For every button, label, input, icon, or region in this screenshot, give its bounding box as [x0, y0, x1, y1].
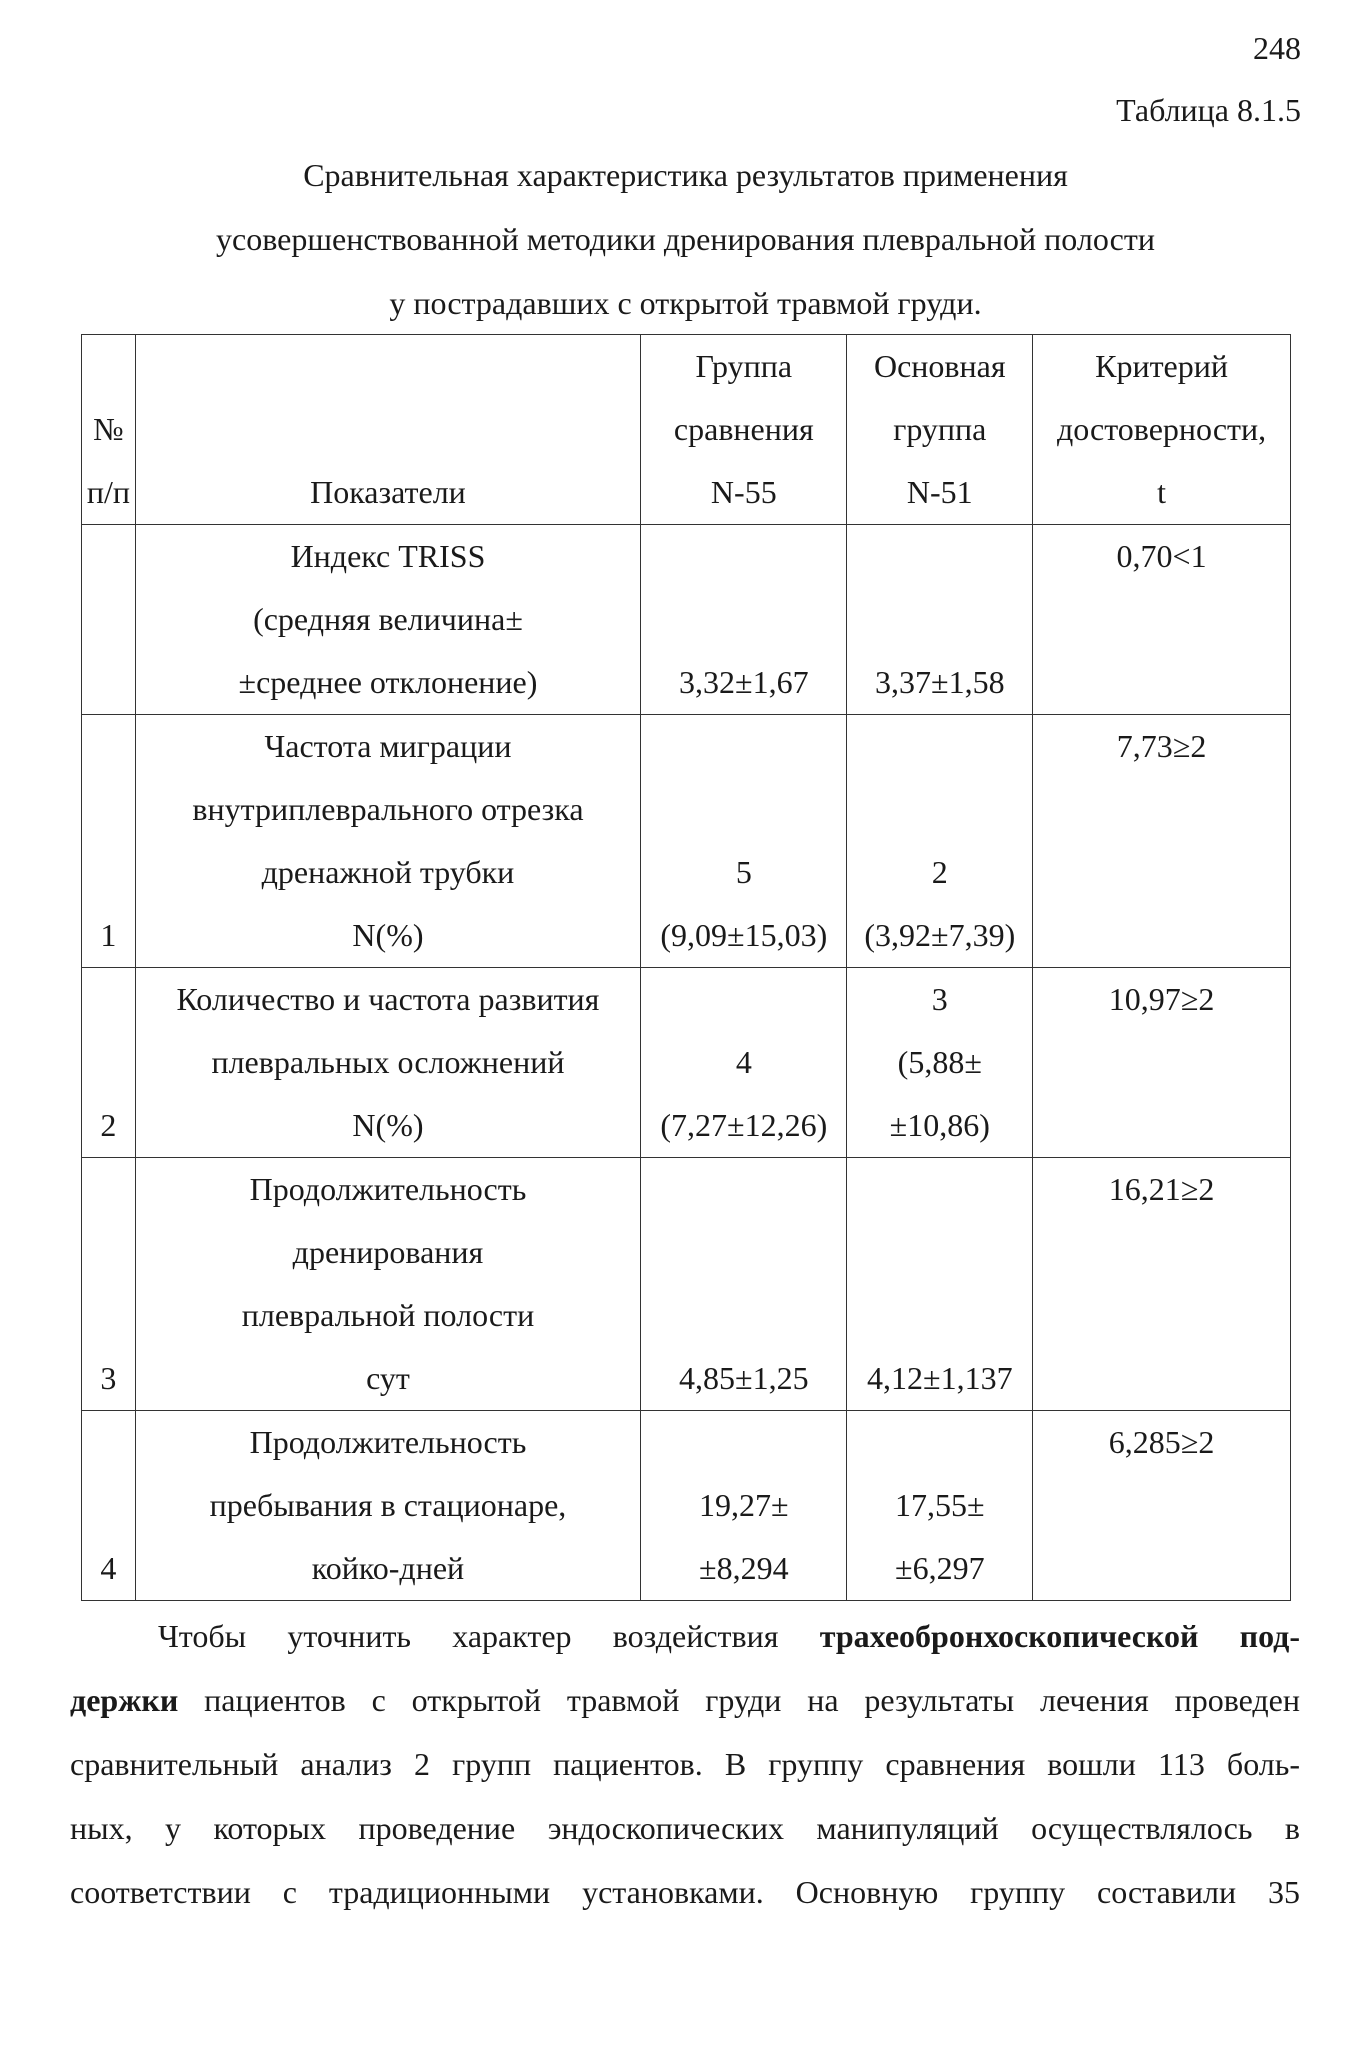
- indicator-line: койко-дней: [311, 1550, 465, 1586]
- header-group1-line: сравнения: [673, 411, 814, 447]
- row-group2: [847, 1411, 1033, 1601]
- row-group2: [847, 715, 1033, 968]
- header-group2: [847, 335, 1033, 525]
- row-group1: [641, 968, 847, 1158]
- row-num: 2: [82, 968, 136, 1158]
- group1-value: ±8,294: [699, 1550, 789, 1586]
- table-header-row: [82, 335, 1291, 525]
- header-group1-line: Группа: [695, 348, 793, 384]
- caption-line: Сравнительная характеристика результатов применения: [303, 157, 1068, 193]
- table-row: [82, 1158, 1291, 1411]
- row-indicator: [135, 715, 640, 968]
- group2-value: 3: [931, 981, 948, 1017]
- indicator-line: плевральных осложнений: [211, 1044, 565, 1080]
- table-row: [82, 968, 1291, 1158]
- table-row: [82, 525, 1291, 715]
- row-group2: [847, 525, 1033, 715]
- header-group1-line: N-55: [710, 474, 777, 510]
- indicator-line: Индекс TRISS: [290, 538, 486, 574]
- paragraph-bold-text: трахеобронхоскопической под-: [819, 1618, 1301, 1654]
- group1-value: 4: [735, 1044, 752, 1080]
- row-indicator: [135, 525, 640, 715]
- indicator-line: пребывания в стационаре,: [209, 1487, 567, 1523]
- caption-line: у пострадавших с открытой травмой груди.: [389, 285, 982, 321]
- indicator-line: дренажной трубки: [261, 854, 515, 890]
- paragraph-line: сравнительный анализ 2 групп пациентов. В группу сравнения вошли 113 боль-: [70, 1746, 1300, 1782]
- row-group1: [641, 525, 847, 715]
- indicator-line: Частота миграции: [264, 728, 512, 764]
- header-criterion-line: t: [1157, 474, 1166, 510]
- indicator-line: Количество и частота развития: [176, 981, 600, 1017]
- paragraph-line: [70, 1604, 1300, 1668]
- group1-value: 19,27±: [699, 1487, 789, 1523]
- row-criterion: 7,73≥2: [1033, 715, 1291, 968]
- indicator-line: Продолжительность: [249, 1171, 527, 1207]
- group2-value: 4,12±1,137: [867, 1360, 1013, 1396]
- row-num: 4: [82, 1411, 136, 1601]
- table-row: [82, 1411, 1291, 1601]
- paragraph-line: [70, 1668, 1300, 1732]
- paragraph-text: пациентов с открытой травмой груди на результаты лечения проведен: [178, 1682, 1300, 1718]
- row-num: 1: [82, 715, 136, 968]
- header-group2-line: N-51: [906, 474, 973, 510]
- header-group2-line: группа: [893, 411, 987, 447]
- row-indicator: [135, 968, 640, 1158]
- row-group2: [847, 968, 1033, 1158]
- header-criterion-line: Критерий: [1095, 348, 1228, 384]
- group2-value: ±10,86): [889, 1107, 990, 1143]
- indicator-line: Продолжительность: [249, 1424, 527, 1460]
- indicator-line: ±среднее отклонение): [238, 664, 538, 700]
- row-group1: [641, 1158, 847, 1411]
- header-criterion-line: достоверности,: [1056, 411, 1267, 447]
- caption-line: усовершенствованной методики дренирования плевральной полости: [216, 221, 1155, 257]
- row-group1: [641, 715, 847, 968]
- row-num: 3: [82, 1158, 136, 1411]
- row-criterion: 6,285≥2: [1033, 1411, 1291, 1601]
- row-group1: [641, 1411, 847, 1601]
- table-label: Таблица 8.1.5: [1116, 92, 1301, 128]
- header-group1: [641, 335, 847, 525]
- table-row: [82, 715, 1291, 968]
- group1-value: (7,27±12,26): [660, 1107, 828, 1143]
- row-criterion: 0,70<1: [1033, 525, 1291, 715]
- indicator-line: сут: [366, 1360, 410, 1396]
- paragraph-text: Чтобы уточнить характер воздействия: [158, 1618, 820, 1654]
- row-indicator: [135, 1411, 640, 1601]
- header-indicator: [135, 335, 640, 525]
- group2-value: 2: [931, 854, 948, 890]
- paragraph-line: соответствии с традиционными установками. Основную группу составили 35: [70, 1874, 1300, 1910]
- header-num-line: п/п: [86, 474, 130, 510]
- indicator-line: N(%): [352, 1107, 424, 1143]
- row-indicator: [135, 1158, 640, 1411]
- group1-value: (9,09±15,03): [660, 917, 828, 953]
- paragraph-line: ных, у которых проведение эндоскопических манипуляций осуществлялось в: [70, 1810, 1300, 1846]
- group1-value: 4,85±1,25: [679, 1360, 809, 1396]
- body-paragraph: [70, 1604, 1300, 1924]
- page-number: 248: [1253, 30, 1301, 66]
- indicator-line: дренирования: [292, 1234, 484, 1270]
- header-num-line: №: [93, 411, 124, 447]
- row-group2: [847, 1158, 1033, 1411]
- row-num: [82, 525, 136, 715]
- header-num: [82, 335, 136, 525]
- header-criterion: [1033, 335, 1291, 525]
- header-indicator-label: Показатели: [310, 474, 466, 510]
- group1-value: 5: [735, 854, 752, 890]
- group2-value: ±6,297: [895, 1550, 985, 1586]
- paragraph-bold-text: держки: [70, 1682, 179, 1718]
- results-table: [81, 334, 1291, 1601]
- group2-value: (5,88±: [897, 1044, 982, 1080]
- row-criterion: 16,21≥2: [1033, 1158, 1291, 1411]
- group1-value: 3,32±1,67: [679, 664, 809, 700]
- row-criterion: 10,97≥2: [1033, 968, 1291, 1158]
- indicator-line: плевральной полости: [241, 1297, 535, 1333]
- group2-value: (3,92±7,39): [864, 917, 1016, 953]
- group2-value: 17,55±: [895, 1487, 985, 1523]
- header-group2-line: Основная: [873, 348, 1006, 384]
- table-caption: [0, 143, 1371, 335]
- group2-value: 3,37±1,58: [875, 664, 1005, 700]
- indicator-line: внутриплеврального отрезка: [192, 791, 584, 827]
- indicator-line: N(%): [352, 917, 424, 953]
- indicator-line: (средняя величина±: [253, 601, 523, 637]
